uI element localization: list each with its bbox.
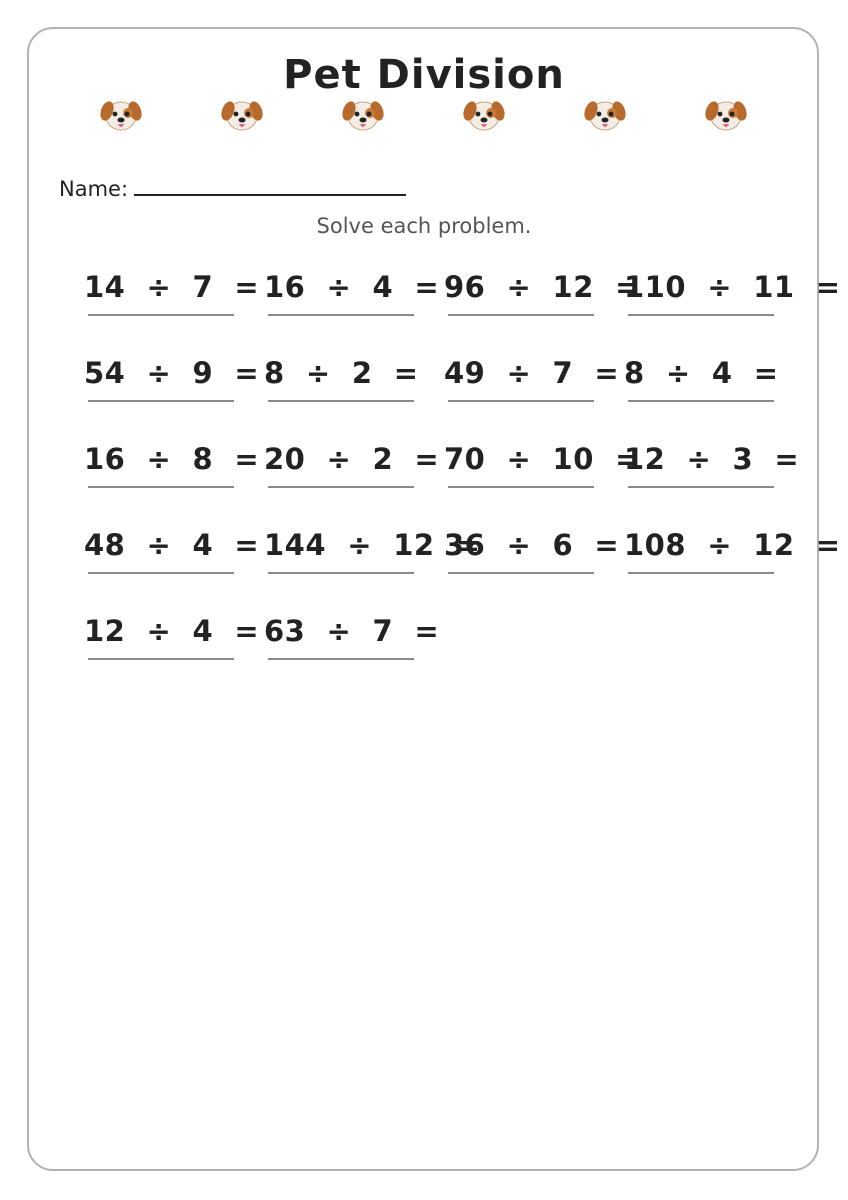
answer-line[interactable]: [628, 572, 774, 574]
dog-face-icon: [463, 94, 505, 136]
problem-text: 49 ÷ 7 =: [444, 356, 620, 390]
answer-line[interactable]: [628, 486, 774, 488]
answer-line[interactable]: [628, 314, 774, 316]
answer-line[interactable]: [88, 314, 234, 316]
dog-face-icon: [705, 94, 747, 136]
problem-text: 48 ÷ 4 =: [84, 528, 260, 562]
division-problem: [84, 528, 278, 578]
division-problem: [264, 614, 458, 664]
problem-text: 54 ÷ 9 =: [84, 356, 260, 390]
problem-text: 12 ÷ 4 =: [84, 614, 260, 648]
division-problem: [84, 356, 278, 406]
answer-line[interactable]: [268, 314, 414, 316]
problem-text: 8 ÷ 4 =: [624, 356, 779, 390]
name-blank-line[interactable]: [134, 174, 406, 196]
worksheet-title: Pet Division: [283, 52, 565, 98]
division-problem: [264, 528, 481, 578]
division-problem: [624, 356, 818, 406]
instructions: Solve each problem.: [316, 214, 532, 238]
division-problem: [624, 528, 841, 578]
problem-text: 16 ÷ 4 =: [264, 270, 440, 304]
division-problem: [84, 442, 278, 492]
answer-line[interactable]: [448, 572, 594, 574]
answer-line[interactable]: [628, 400, 774, 402]
division-problem: [444, 270, 640, 320]
name-label: Name:: [59, 177, 129, 201]
problem-text: 63 ÷ 7 =: [264, 614, 440, 648]
division-problem: [84, 270, 278, 320]
dog-face-icon: [342, 94, 384, 136]
division-problem: [264, 442, 458, 492]
name-field: [59, 174, 406, 201]
dog-icon-row: [0, 94, 848, 136]
problem-text: 110 ÷ 11 =: [624, 270, 841, 304]
division-problem: [444, 442, 640, 492]
answer-line[interactable]: [448, 314, 594, 316]
division-problem: [84, 614, 278, 664]
problem-text: 8 ÷ 2 =: [264, 356, 419, 390]
problem-text: 14 ÷ 7 =: [84, 270, 260, 304]
answer-line[interactable]: [88, 658, 234, 660]
dog-face-icon: [100, 94, 142, 136]
problem-text: 144 ÷ 12 =: [264, 528, 481, 562]
problem-text: 108 ÷ 12 =: [624, 528, 841, 562]
division-problem: [624, 442, 818, 492]
problem-text: 70 ÷ 10 =: [444, 442, 640, 476]
problem-text: 12 ÷ 3 =: [624, 442, 800, 476]
answer-line[interactable]: [88, 572, 234, 574]
problem-text: 36 ÷ 6 =: [444, 528, 620, 562]
answer-line[interactable]: [268, 486, 414, 488]
problem-text: 96 ÷ 12 =: [444, 270, 640, 304]
dog-face-icon: [221, 94, 263, 136]
dog-face-icon: [584, 94, 626, 136]
division-problem: [624, 270, 841, 320]
division-problem: [444, 528, 638, 578]
answer-line[interactable]: [268, 658, 414, 660]
answer-line[interactable]: [88, 486, 234, 488]
answer-line[interactable]: [88, 400, 234, 402]
problem-text: 16 ÷ 8 =: [84, 442, 260, 476]
answer-line[interactable]: [448, 400, 594, 402]
division-problem: [264, 356, 458, 406]
answer-line[interactable]: [268, 400, 414, 402]
division-problem: [264, 270, 458, 320]
problem-text: 20 ÷ 2 =: [264, 442, 440, 476]
division-problem: [444, 356, 638, 406]
answer-line[interactable]: [268, 572, 414, 574]
answer-line[interactable]: [448, 486, 594, 488]
